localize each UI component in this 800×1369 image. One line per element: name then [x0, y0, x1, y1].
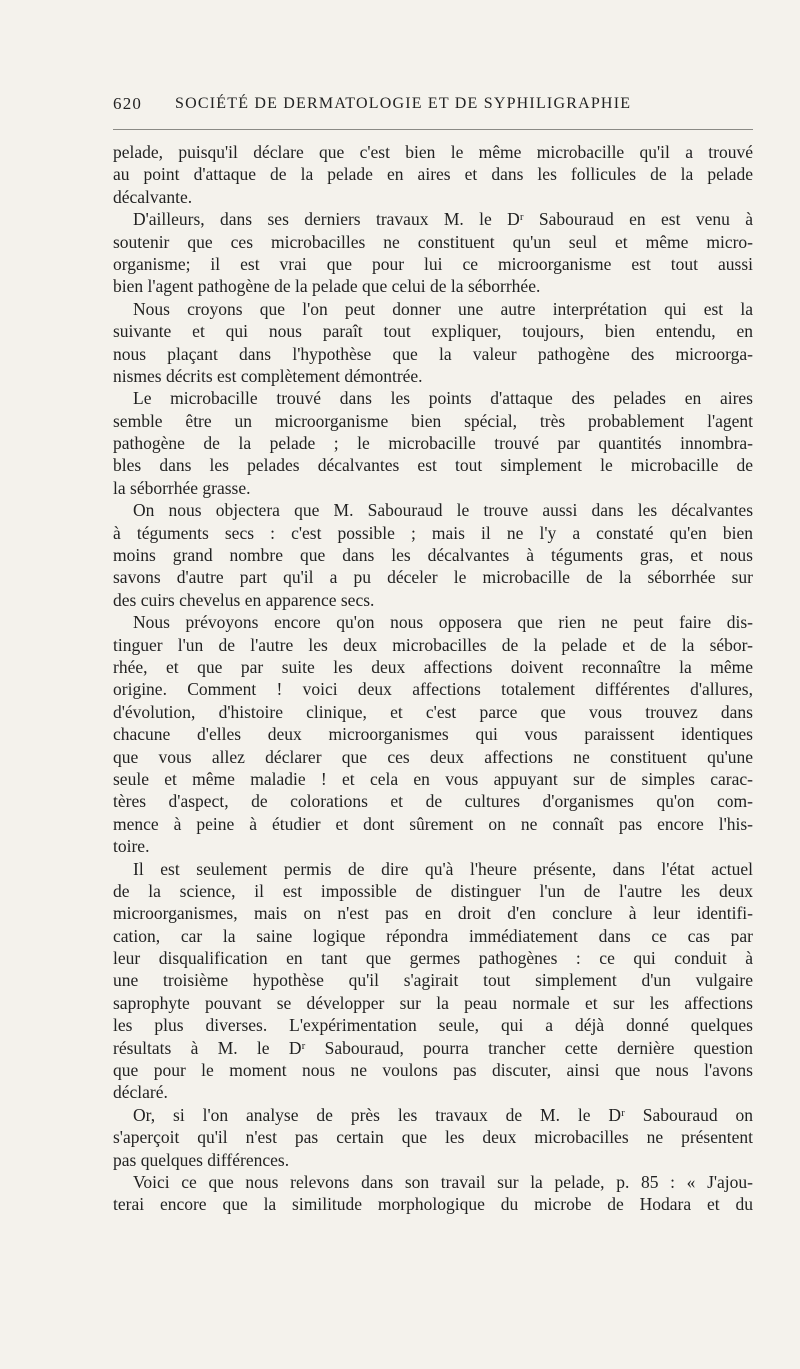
text-line: décalvante. — [113, 186, 193, 207]
page-number: 620 — [113, 94, 143, 113]
text-line: savons d'autre part qu'il a pu déceler le microbacille de la séborrhée sur — [113, 567, 753, 588]
text-line: bles dans les pelades décalvantes est tout simplement le microbacille de — [113, 455, 753, 476]
text-line: microorganismes, mais on n'est pas en droit d'en conclure à leur identifi- — [113, 903, 753, 924]
text-line: soutenir que ces microbacilles ne constituent qu'un seul et même micro- — [113, 231, 753, 252]
text-line: déclaré. — [113, 1082, 168, 1103]
text-line: que vous allez déclarer que ces deux affections ne constituent qu'une — [113, 746, 753, 767]
text-line: Voici ce que nous relevons dans son travail sur la pelade, p. 85 : « J'ajou- — [133, 1171, 753, 1192]
text-line: d'évolution, d'histoire clinique, et c'est parce que vous trouvez dans — [113, 701, 753, 722]
running-title: SOCIÉTÉ DE DERMATOLOGIE ET DE SYPHILIGRAPHIE — [175, 95, 632, 112]
text-line: Or, si l'on analyse de près les travaux de M. le Dʳ Sabouraud on — [133, 1104, 753, 1125]
text-line: pas quelques différences. — [113, 1149, 290, 1170]
body-text — [113, 141, 753, 1216]
text-line: à téguments secs : c'est possible ; mais il ne l'y a constaté qu'en bien — [113, 522, 753, 543]
text-line: résultats à M. le Dʳ Sabouraud, pourra trancher cette dernière question — [113, 1037, 753, 1058]
text-line: Nous prévoyons encore qu'on nous opposera que rien ne peut faire dis- — [133, 612, 753, 633]
text-line: la séborrhée grasse. — [113, 477, 251, 498]
text-line: des cuirs chevelus en apparence secs. — [113, 589, 375, 610]
text-line: cation, car la saine logique répondra immédiatement dans ce cas par — [113, 925, 753, 946]
header-rule — [113, 129, 753, 130]
text-line: que pour le moment nous ne voulons pas discuter, ainsi que nous l'avons — [113, 1060, 753, 1081]
text-line: organisme; il est vrai que pour lui ce microorganisme est tout aussi — [113, 253, 753, 274]
text-line: saprophyte pouvant se développer sur la peau normale et sur les affections — [113, 992, 753, 1013]
text-line: Nous croyons que l'on peut donner une autre interprétation qui est la — [133, 298, 753, 319]
text-line: s'aperçoit qu'il n'est pas certain que les deux microbacilles ne présentent — [113, 1127, 753, 1148]
text-line: origine. Comment ! voici deux affections totalement différentes d'allures, — [113, 679, 753, 700]
text-line: nous plaçant dans l'hypothèse que la valeur pathogène des microorga- — [113, 343, 753, 364]
text-line: D'ailleurs, dans ses derniers travaux M. le Dʳ Sabouraud en est venu à — [133, 209, 753, 230]
text-line: de la science, il est impossible de distinguer l'un de l'autre les deux — [113, 880, 753, 901]
text-line: Il est seulement permis de dire qu'à l'heure présente, dans l'état actuel — [133, 858, 753, 879]
text-line: pathogène de la pelade ; le microbacille trouvé par quantités innombra- — [113, 433, 753, 454]
text-line: On nous objectera que M. Sabouraud le trouve aussi dans les décalvantes — [133, 500, 753, 521]
text-line: les plus diverses. L'expérimentation seule, qui a déjà donné quelques — [113, 1015, 753, 1036]
running-header — [113, 94, 753, 118]
text-line: nismes décrits est complètement démontrée. — [113, 365, 423, 386]
text-line: pelade, puisqu'il déclare que c'est bien le même microbacille qu'il a trouvé — [113, 142, 753, 162]
text-line: au point d'attaque de la pelade en aires et dans les follicules de la pelade — [113, 164, 753, 185]
text-line: tères d'aspect, de colorations et de cultures d'organismes qu'on com- — [113, 791, 753, 812]
text-line: Le microbacille trouvé dans les points d'attaque des pelades en aires — [133, 388, 753, 409]
text-line: semble être un microorganisme bien spécial, très probablement l'agent — [113, 410, 753, 431]
text-line: mence à peine à étudier et dont sûrement on ne connaît pas encore l'his- — [113, 813, 753, 834]
text-line: suivante et qui nous paraît tout expliquer, toujours, bien entendu, en — [113, 321, 753, 342]
text-line: rhée, et que par suite les deux affections doivent reconnaître la même — [113, 656, 753, 677]
text-line: terai encore que la similitude morphologique du microbe de Hodara et du — [113, 1194, 753, 1215]
text-line: moins grand nombre que dans les décalvantes à téguments gras, et nous — [113, 545, 753, 566]
text-line: bien l'agent pathogène de la pelade que celui de la séborrhée. — [113, 276, 541, 297]
text-line: seule et même maladie ! et cela en vous appuyant sur de simples carac- — [113, 768, 753, 789]
text-line: toire. — [113, 836, 150, 857]
text-line: une troisième hypothèse qu'il s'agirait tout simplement d'un vulgaire — [113, 970, 753, 991]
text-line: leur disqualification en tant que germes pathogènes : ce qui conduit à — [113, 948, 753, 969]
text-line: chacune d'elles deux microorganismes qui vous paraissent identiques — [113, 724, 753, 745]
text-line: tinguer l'un de l'autre les deux microbacilles de la pelade et de la sébor- — [113, 634, 753, 655]
